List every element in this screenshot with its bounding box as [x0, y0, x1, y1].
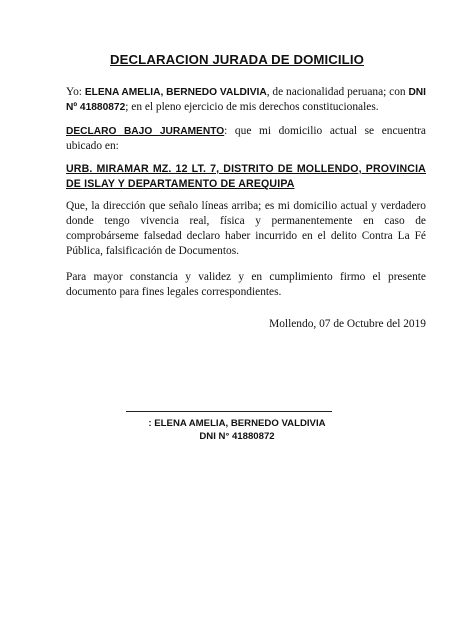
- closing-paragraph: Para mayor constancia y validez y en cumplimiento firmo el presente documento para fines legales correspondientes.: [66, 271, 426, 298]
- declarant-suffix: ; en el pleno ejercicio de mis derechos constitucionales.: [125, 101, 379, 113]
- declarant-prefix: Yo:: [66, 86, 85, 98]
- address-paragraph: URB. MIRAMAR MZ. 12 LT. 7, DISTRITO DE MOLLENDO, PROVINCIA DE ISLAY Y DEPARTAMENTO DE AREQUIPA: [66, 163, 426, 190]
- declaration-text: : que mi domicilio actual se encuentra ubicado en:: [66, 125, 426, 152]
- signatory-dni: DNI N° 41880872: [199, 431, 275, 442]
- document-title: DECLARACION JURADA DE DOMICILIO: [110, 52, 364, 67]
- place-and-date: Mollendo, 07 de Octubre del 2019: [269, 318, 426, 330]
- signatory-name: : ELENA AMELIA, BERNEDO VALDIVIA: [148, 418, 326, 429]
- signature-line: [126, 411, 332, 412]
- declarant-mid-text: , de nacionalidad peruana; con: [266, 86, 409, 98]
- declaration-label: DECLARO BAJO JURAMENTO: [66, 126, 225, 137]
- declarant-paragraph: [66, 85, 426, 115]
- declaration-paragraph: [66, 124, 426, 154]
- truthfulness-paragraph: Que, la dirección que señalo líneas arriba; es mi domicilio actual y verdadero donde tengo vivencia real, física y permanentemente en caso de comprobárseme falsedad declaro haber incurrido en el delito Contra La Fé Pública, falsificación de Documentos.: [66, 200, 426, 257]
- declarant-dni: DNI Nº 41880872: [66, 87, 426, 113]
- declarant-name: ELENA AMELIA, BERNEDO VALDIVIA: [84, 87, 267, 98]
